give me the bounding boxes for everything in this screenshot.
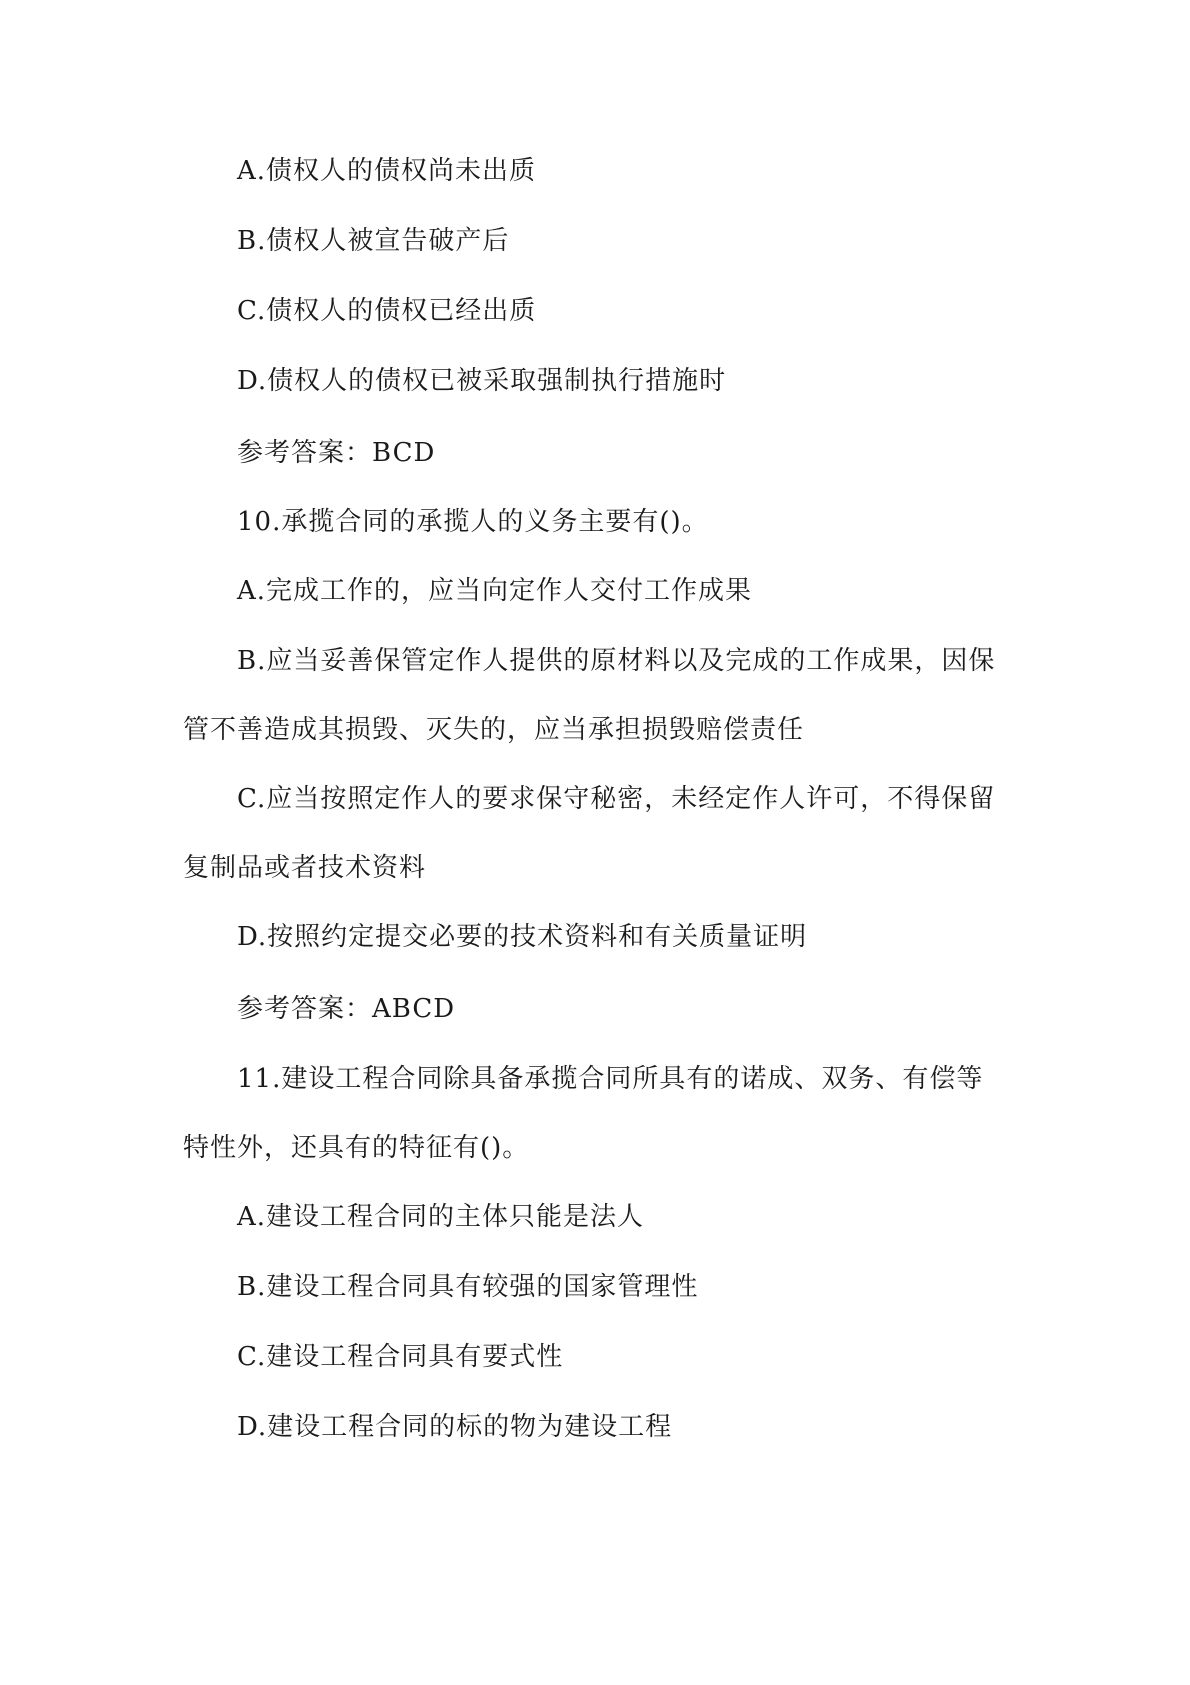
q11-option-b: B.建设工程合同具有较强的国家管理性 [237,1272,699,1302]
q10-answer: 参考答案：ABCD [237,994,456,1024]
q11-question-line1: 11.建设工程合同除具备承揽合同所具有的诺成、双务、有偿等 [237,1064,984,1094]
q10-question: 10.承揽合同的承揽人的义务主要有()。 [237,507,709,537]
q9-option-a: A.债权人的债权尚未出质 [237,156,537,186]
q10-option-b-line2: 管不善造成其损毁、灭失的，应当承担损毁赔偿责任 [183,715,805,745]
q9-answer: 参考答案：BCD [237,438,436,468]
q10-option-a: A.完成工作的，应当向定作人交付工作成果 [237,576,753,606]
q9-option-d: D.债权人的债权已被采取强制执行措施时 [237,366,727,396]
q9-option-c: C.债权人的债权已经出质 [237,296,537,326]
q10-option-c-line1: C.应当按照定作人的要求保守秘密，未经定作人许可，不得保留 [237,784,996,814]
q11-question-line2: 特性外，还具有的特征有()。 [183,1133,530,1163]
q9-option-b: B.债权人被宣告破产后 [237,226,510,256]
q11-option-d: D.建设工程合同的标的物为建设工程 [237,1412,673,1442]
q10-option-c-line2: 复制品或者技术资料 [183,853,427,883]
q11-option-a: A.建设工程合同的主体只能是法人 [237,1202,645,1232]
q10-option-b-line1: B.应当妥善保管定作人提供的原材料以及完成的工作成果，因保 [237,646,996,676]
q10-option-d: D.按照约定提交必要的技术资料和有关质量证明 [237,922,808,952]
q11-option-c: C.建设工程合同具有要式性 [237,1342,564,1372]
